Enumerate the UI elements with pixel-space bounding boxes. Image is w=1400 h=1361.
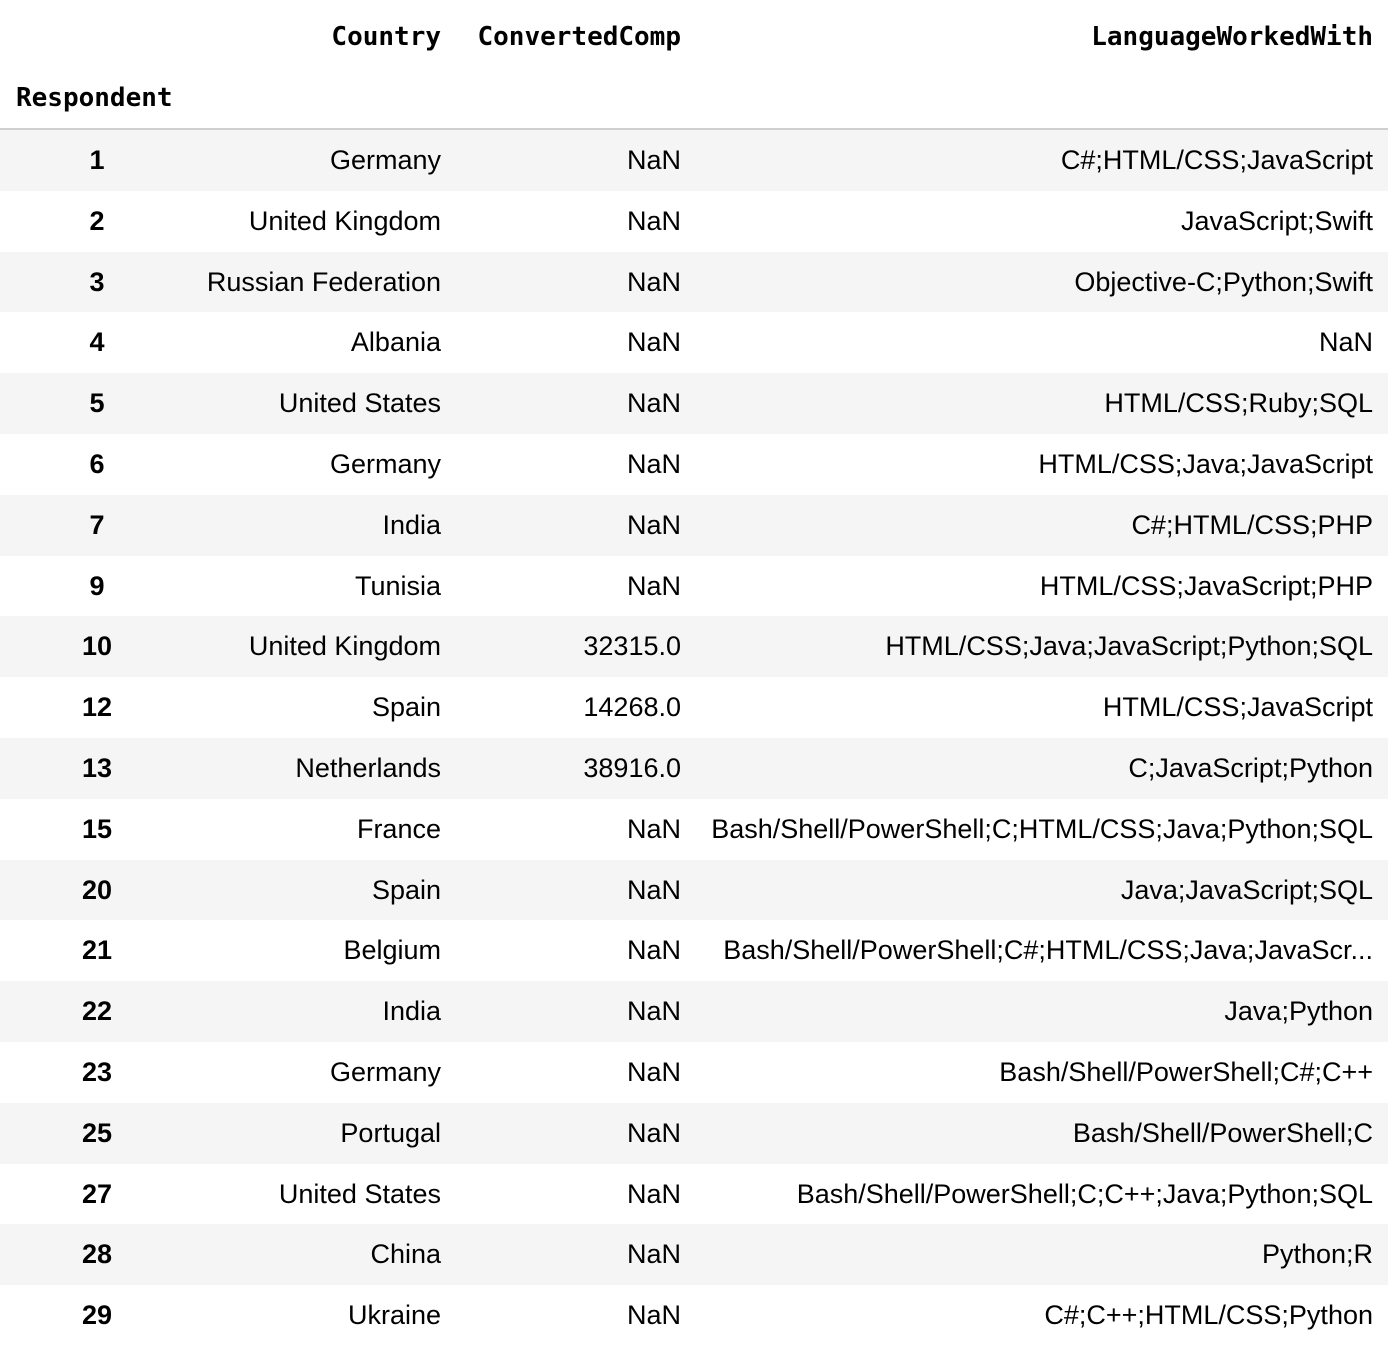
languageworkedwith-cell: Python;R [1261, 1239, 1373, 1270]
row-index: 3 [89, 266, 105, 297]
country-cell: Germany [329, 448, 441, 479]
country-cell: India [382, 509, 441, 540]
languageworkedwith-cell: HTML/CSS;Java;JavaScript;Python;SQL [885, 631, 1373, 662]
row-index: 21 [81, 935, 113, 966]
row-index: 1 [89, 145, 105, 175]
languageworkedwith-cell: Bash/Shell/PowerShell;C;HTML/CSS;Java;Python;SQL [711, 813, 1373, 844]
languageworkedwith-cell: Objective-C;Python;Swift [1074, 266, 1373, 297]
convertedcomp-cell: NaN [626, 570, 681, 601]
country-cell: Germany [329, 1056, 441, 1087]
column-header-country: Country [331, 22, 441, 52]
languageworkedwith-cell: C#;HTML/CSS;JavaScript [1060, 145, 1373, 175]
country-cell: Spain [371, 874, 441, 905]
convertedcomp-cell: NaN [626, 1117, 681, 1148]
convertedcomp-cell: NaN [626, 327, 681, 358]
row-index: 5 [89, 388, 105, 419]
table-row [0, 495, 1388, 556]
row-index: 13 [81, 752, 113, 783]
convertedcomp-cell: 14268.0 [583, 692, 681, 723]
convertedcomp-cell: 38916.0 [583, 752, 681, 783]
country-cell: Tunisia [354, 570, 441, 601]
table-row [0, 1164, 1388, 1225]
row-index: 6 [89, 448, 105, 479]
table-row [0, 130, 1388, 191]
convertedcomp-cell: NaN [626, 935, 681, 966]
row-index: 12 [81, 692, 113, 723]
table-row [0, 981, 1388, 1042]
table-row [0, 1103, 1388, 1164]
languageworkedwith-cell: C#;C++;HTML/CSS;Python [1044, 1300, 1373, 1331]
table-row [0, 920, 1388, 981]
table-row [0, 556, 1388, 617]
languageworkedwith-cell: Bash/Shell/PowerShell;C;C++;Java;Python;SQL [796, 1178, 1373, 1209]
table-row [0, 677, 1388, 738]
row-index: 10 [81, 631, 113, 662]
country-cell: Netherlands [295, 752, 441, 783]
convertedcomp-cell: NaN [626, 509, 681, 540]
index-header-row [0, 62, 1388, 130]
row-index: 4 [89, 327, 105, 358]
convertedcomp-cell: NaN [626, 1178, 681, 1209]
convertedcomp-cell: NaN [626, 1239, 681, 1270]
table-row [0, 191, 1388, 252]
table-row [0, 738, 1388, 799]
convertedcomp-cell: NaN [626, 1300, 681, 1331]
convertedcomp-cell: NaN [626, 1056, 681, 1087]
row-index: 9 [89, 570, 105, 601]
table-row [0, 860, 1388, 921]
convertedcomp-cell: NaN [626, 205, 681, 236]
row-index: 2 [89, 205, 105, 236]
country-cell: Albania [350, 327, 441, 358]
table-row [0, 799, 1388, 860]
country-cell: Ukraine [347, 1300, 441, 1331]
country-cell: Spain [371, 692, 441, 723]
convertedcomp-cell: NaN [626, 996, 681, 1027]
languageworkedwith-cell: C;JavaScript;Python [1128, 752, 1373, 783]
country-cell: Portugal [340, 1117, 441, 1148]
languageworkedwith-cell: Java;JavaScript;SQL [1120, 874, 1373, 905]
country-cell: Germany [329, 145, 441, 175]
languageworkedwith-cell: HTML/CSS;Ruby;SQL [1104, 388, 1373, 419]
table-row [0, 1042, 1388, 1103]
country-cell: Belgium [343, 935, 441, 966]
table-row [0, 312, 1388, 373]
convertedcomp-cell: NaN [626, 448, 681, 479]
languageworkedwith-cell: Bash/Shell/PowerShell;C#;HTML/CSS;Java;JavaScr... [723, 935, 1373, 966]
convertedcomp-cell: NaN [626, 813, 681, 844]
languageworkedwith-cell: C#;HTML/CSS;PHP [1131, 509, 1373, 540]
row-index: 25 [81, 1117, 113, 1148]
convertedcomp-cell: NaN [626, 266, 681, 297]
convertedcomp-cell: NaN [626, 388, 681, 419]
table-row [0, 1224, 1388, 1285]
row-index: 7 [89, 509, 105, 540]
languageworkedwith-cell: HTML/CSS;JavaScript [1102, 692, 1373, 723]
country-cell: United Kingdom [248, 631, 441, 662]
table-row [0, 616, 1388, 677]
column-header-row [0, 0, 1388, 62]
row-index: 20 [81, 874, 113, 905]
country-cell: United States [278, 1178, 441, 1209]
table-row [0, 373, 1388, 434]
table-row [0, 252, 1388, 313]
row-index: 15 [81, 813, 113, 844]
languageworkedwith-cell: Bash/Shell/PowerShell;C#;C++ [999, 1056, 1373, 1087]
languageworkedwith-cell: HTML/CSS;JavaScript;PHP [1039, 570, 1373, 601]
convertedcomp-cell: NaN [626, 874, 681, 905]
convertedcomp-cell: 32315.0 [583, 631, 681, 662]
country-cell: India [382, 996, 441, 1027]
index-name-respondent: Respondent [16, 83, 173, 113]
country-cell: Russian Federation [206, 266, 441, 297]
languageworkedwith-cell: JavaScript;Swift [1180, 205, 1373, 236]
column-header-languageworkedwith: LanguageWorkedWith [1091, 22, 1373, 52]
languageworkedwith-cell: Java;Python [1224, 996, 1373, 1027]
languageworkedwith-cell: HTML/CSS;Java;JavaScript [1038, 448, 1373, 479]
languageworkedwith-cell: Bash/Shell/PowerShell;C [1072, 1117, 1373, 1148]
country-cell: United States [278, 388, 441, 419]
row-index: 23 [81, 1056, 113, 1087]
country-cell: China [370, 1239, 441, 1270]
country-cell: United Kingdom [248, 205, 441, 236]
table-body [0, 130, 1388, 1346]
country-cell: France [356, 813, 441, 844]
table-row [0, 1285, 1388, 1346]
row-index: 22 [81, 996, 113, 1027]
languageworkedwith-cell: NaN [1318, 327, 1373, 358]
row-index: 29 [81, 1300, 113, 1331]
column-header-convertedcomp: ConvertedComp [477, 22, 681, 52]
convertedcomp-cell: NaN [626, 145, 681, 175]
table-row [0, 434, 1388, 495]
row-index: 28 [81, 1239, 113, 1270]
row-index: 27 [81, 1178, 113, 1209]
